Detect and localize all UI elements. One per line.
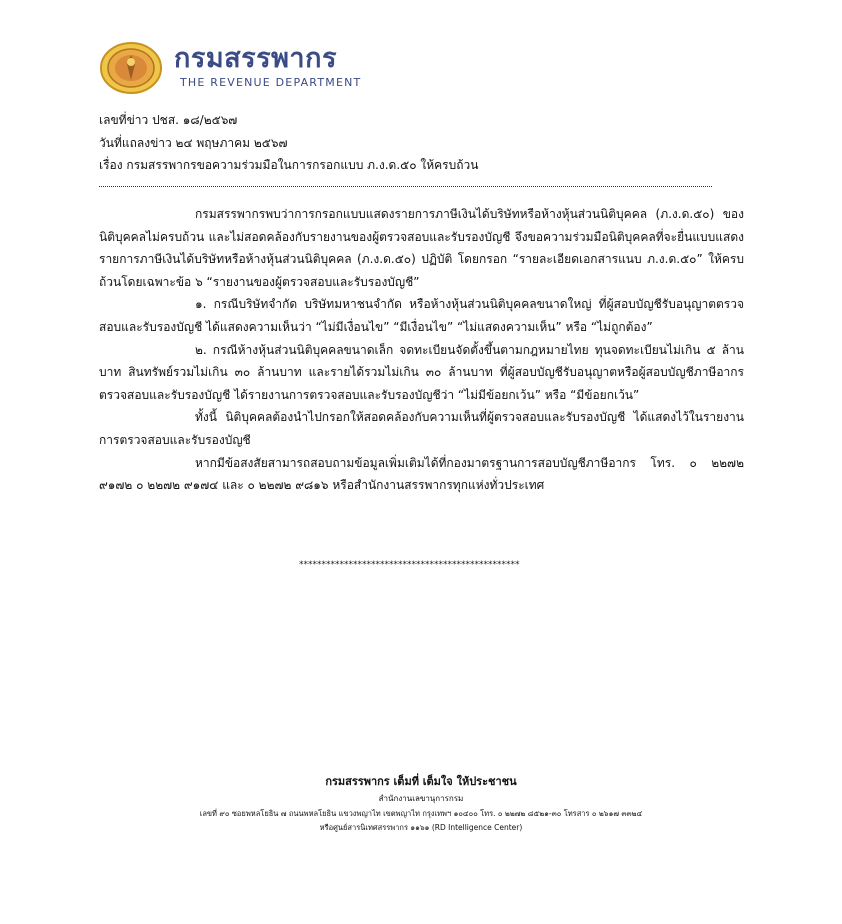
footer-office: สำนักงานเลขานุการกรม	[378, 794, 464, 803]
announcement-date: วันที่แถลงข่าว ๒๔ พฤษภาคม ๒๕๖๗	[99, 136, 288, 150]
dotted-divider	[99, 186, 712, 187]
press-release-body	[99, 203, 744, 497]
asterisk-separator: *************************************************	[299, 560, 520, 570]
brand-english-name: THE REVENUE DEPARTMENT	[180, 76, 362, 89]
paragraph-item-2: ๒. กรณีห้างหุ้นส่วนนิติบุคคลขนาดเล็ก จดทะเบียนจัดตั้งขึ้นตามกฎหมายไทย ทุนจดทะเบียนไม่เกิน ๕ ล้านบาท สินทรัพย์รวมไม่เกิน ๓๐ ล้านบาท และรายได้รวมไม่เกิน ๓๐ ล้านบาท ที่ผู้สอบบัญชีรับอนุญาตหรือผู้สอบบัญชีภาษีอากรตรวจสอบและรับรองบัญชี ได้รายงานการตรวจสอบและรับรองบัญชีว่า “ไม่มีข้อยกเว้น” หรือ “มีข้อยกเว้น”	[99, 342, 744, 402]
paragraph-note: ทั้งนี้ นิติบุคคลต้องนำไปกรอกให้สอดคล้องกับความเห็นที่ผู้ตรวจสอบและรับรองบัญชี ได้แสดงไว้ในรายงานการตรวจสอบและรับรองบัญชี	[99, 410, 744, 447]
subject-line: เรื่อง กรมสรรพากรขอความร่วมมือในการกรอกแบบ ภ.ง.ด.๕๐ ให้ครบถ้วน	[99, 158, 479, 172]
paragraph-contact: หากมีข้อสงสัยสามารถสอบถามข้อมูลเพิ่มเติมได้ที่กองมาตรฐานการสอบบัญชีภาษีอากร โทร. ๐ ๒๒๗๒ ๙๑๗๒ ๐ ๒๒๗๒ ๙๑๗๔ และ ๐ ๒๒๗๒ ๙๘๑๖ หรือสำนักงานสรรพากรทุกแห่งทั่วประเทศ	[99, 455, 744, 493]
paragraph-item-1: ๑. กรณีบริษัทจำกัด บริษัทมหาชนจำกัด หรือห้างหุ้นส่วนนิติบุคคลขนาดใหญ่ ที่ผู้สอบบัญชีรับอนุญาตตรวจสอบและรับรองบัญชี ได้แสดงความเห็นว่า “ไม่มีเงื่อนไข” “มีเงื่อนไข” “ไม่แสดงความเห็น” หรือ “ไม่ถูกต้อง”	[99, 297, 744, 334]
brand-thai-name: กรมสรรพากร	[174, 43, 337, 74]
footer-info-center: หรือศูนย์สารนิเทศสรรพากร ๑๑๖๑ (RD Intelligence Center)	[319, 823, 523, 832]
footer-slogan: กรมสรรพากร เต็มที่ เต็มใจ ให้ประชาชน	[325, 775, 517, 788]
news-number: เลขที่ข่าว ปชส. ๑๘/๒๕๖๗	[99, 113, 238, 127]
paragraph-intro: กรมสรรพากรพบว่าการกรอกแบบแสดงรายการภาษีเงินได้บริษัทหรือห้างหุ้นส่วนนิติบุคคล (ภ.ง.ด.๕๐) ของนิติบุคคลไม่ครบถ้วน และไม่สอดคล้องกับรายงานของผู้ตรวจสอบและรับรองบัญชี จึงขอความร่วมมือนิติบุคคลที่จะยื่นแบบแสดงรายการภาษีเงินได้บริษัทหรือห้างหุ้นส่วนนิติบุคคล (ภ.ง.ด.๕๐) ปฏิบัติ โดยกรอก “รายละเอียดเอกสารแนบ ภ.ง.ด.๕๐” ให้ครบถ้วนโดยเฉพาะข้อ ๖ “รายงานของผู้ตรวจสอบและรับรองบัญชี”	[99, 207, 744, 289]
footer-address: เลขที่ ๙๐ ซอยพหลโยธิน ๗ ถนนพหลโยธิน แขวงพญาไท เขตพญาไท กรุงเทพฯ ๑๐๔๐๐ โทร. ๐ ๒๒๗๒ ๘๕๒๑-๓๐ โทรสาร ๐ ๒๖๑๗ ๓๓๒๔	[199, 809, 643, 818]
revenue-department-seal-logo	[100, 42, 162, 94]
